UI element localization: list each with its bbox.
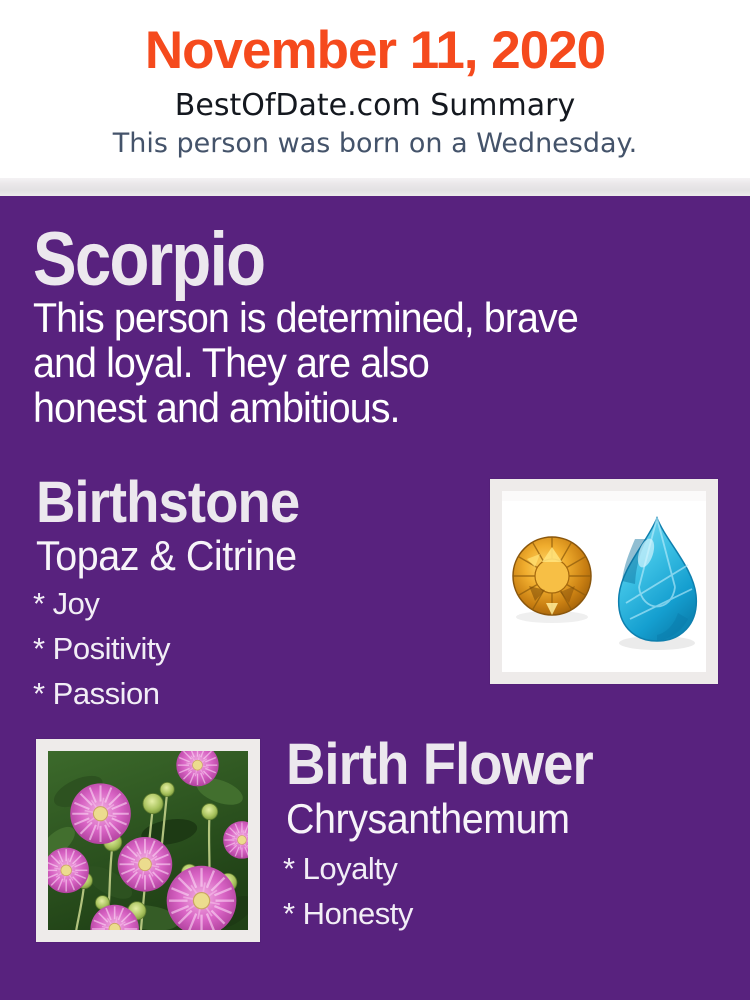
divider bbox=[0, 178, 750, 196]
trait-item: * Honesty bbox=[283, 896, 413, 931]
citrine-gem-icon bbox=[513, 537, 591, 615]
weekday-note: This person was born on a Wednesday. bbox=[112, 128, 638, 159]
trait-item: * Loyalty bbox=[283, 851, 398, 886]
birthstone-heading: Birthstone bbox=[36, 470, 300, 535]
birth-flower-heading: Birth Flower bbox=[286, 732, 593, 797]
chrysanthemum-graphic bbox=[48, 751, 248, 930]
header bbox=[0, 0, 750, 178]
birth-flower-photo-card bbox=[36, 739, 260, 942]
birth-flower-photo bbox=[48, 751, 248, 930]
zodiac-title: Scorpio bbox=[33, 217, 265, 302]
birthstone-value: Topaz & Citrine bbox=[36, 532, 297, 579]
trait-item: * Positivity bbox=[33, 631, 170, 666]
summary-panel bbox=[0, 196, 750, 1000]
zodiac-description bbox=[33, 295, 578, 430]
site-summary: BestOfDate.com Summary bbox=[174, 88, 576, 123]
zodiac-description-line: honest and ambitious. bbox=[33, 384, 400, 431]
birth-flower-traits bbox=[283, 846, 413, 936]
gemstones-graphic bbox=[502, 491, 706, 672]
birthstone-photo-card bbox=[490, 479, 718, 684]
zodiac-description-line: This person is determined, brave bbox=[33, 294, 578, 341]
trait-item: * Joy bbox=[33, 586, 100, 621]
birth-flower-value: Chrysanthemum bbox=[286, 795, 570, 842]
page-title: November 11, 2020 bbox=[144, 21, 606, 80]
birthstone-traits bbox=[33, 581, 170, 716]
zodiac-description-line: and loyal. They are also bbox=[33, 339, 429, 386]
trait-item: * Passion bbox=[33, 676, 160, 711]
birthstone-photo bbox=[502, 491, 706, 672]
